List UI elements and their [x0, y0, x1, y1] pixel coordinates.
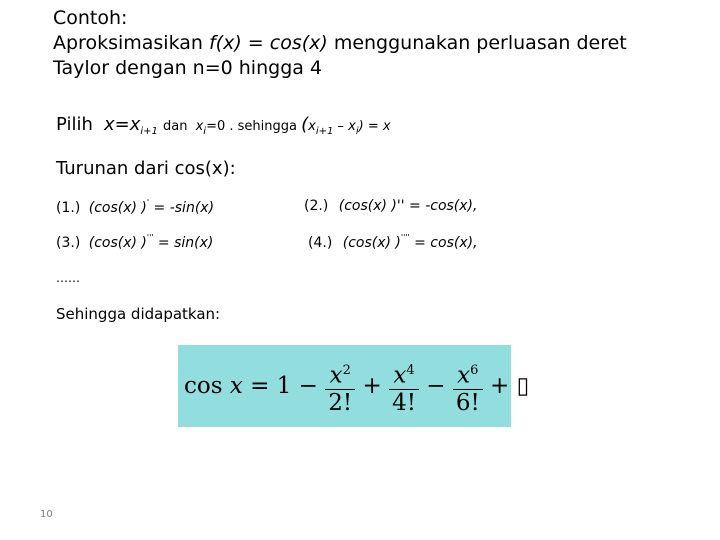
pilih-paren-open: (: [301, 114, 309, 135]
formula-term-2: [389, 358, 419, 416]
pilih-paren-close: ): [358, 119, 364, 134]
derivative-4-expr-a: (cos(x) ): [342, 235, 401, 251]
derivative-1: [56, 198, 214, 216]
derivative-3-number: (3.): [56, 235, 81, 251]
formula-term-3-numerator: [453, 358, 483, 389]
formula-term-2-numerator: [389, 358, 419, 389]
pilih-eq-x: = x: [363, 119, 391, 134]
taylor-formula: [184, 351, 529, 421]
formula-term-1-exp: 2: [342, 363, 351, 379]
derivative-1-expr-b: = -sin(x): [149, 200, 215, 216]
pilih-sub-i1: i+1: [140, 126, 158, 137]
pilih-line: [56, 114, 391, 137]
title-line-3: Taylor dengan n=0 hingga 4: [53, 57, 323, 79]
derivative-2-expr: (cos(x) )'' = -cos(x),: [338, 198, 478, 214]
derivative-2-number: (2.): [304, 198, 329, 214]
derivative-4-expr-b: = cos(x),: [409, 235, 478, 251]
formula-plus-1: +: [355, 373, 390, 399]
pilih-xi1: x: [308, 119, 316, 134]
derivative-3-prime: ''': [146, 233, 154, 242]
derivative-4-prime: '''': [400, 233, 410, 242]
turunan-label: Turunan dari cos(x):: [56, 158, 236, 179]
pilih-sub-i: i: [203, 126, 207, 137]
sehingga-label: Sehingga didapatkan:: [56, 305, 221, 323]
derivative-4: [308, 233, 478, 251]
pilih-xi: x: [195, 119, 204, 134]
title-line-2-prefix: Aproksimasikan: [53, 32, 209, 54]
formula-term-3-denominator: 6!: [453, 389, 483, 416]
formula-term-1-denominator: 2!: [325, 389, 355, 416]
derivative-4-number: (4.): [308, 235, 333, 251]
formula-term-1: [325, 358, 355, 416]
formula-minus-2: −: [418, 373, 453, 399]
pilih-dan: dan: [162, 119, 192, 134]
formula-term-1-base: x: [329, 362, 343, 389]
formula-var: x: [229, 373, 243, 399]
formula-term-2-denominator: 4!: [389, 389, 419, 416]
formula-term-1-numerator: [325, 358, 355, 389]
title-line-2-suffix: menggunakan perluasan deret: [327, 32, 627, 54]
derivative-1-expr-a: (cos(x) ): [88, 200, 147, 216]
slide-title: [53, 6, 627, 81]
formula-term-2-base: x: [393, 362, 407, 389]
derivative-3-expr-b: = sin(x): [153, 235, 214, 251]
page-number: 10: [40, 509, 53, 520]
formula-term-3: [453, 358, 483, 416]
formula-eq-one: = 1 −: [242, 373, 326, 399]
pilih-sub-i-b: i: [355, 126, 359, 137]
formula-cos: cos: [184, 373, 223, 399]
formula-term-3-base: x: [457, 362, 471, 389]
derivative-1-number: (1.): [56, 200, 81, 216]
derivative-3: [56, 233, 213, 251]
pilih-x-eq: x=x: [103, 114, 141, 135]
pilih-eq0: =0 . sehingga: [206, 119, 302, 134]
pilih-label: Pilih: [56, 114, 93, 135]
formula-box: [178, 345, 530, 427]
derivative-2: [304, 198, 477, 214]
title-line-2: [53, 31, 627, 56]
title-line-1: Contoh:: [53, 7, 128, 29]
formula-term-3-exp: 6: [470, 363, 479, 379]
formula-tail: + ▯: [482, 373, 530, 399]
pilih-sub-i1-b: i+1: [315, 126, 334, 137]
derivative-3-expr-a: (cos(x) ): [88, 235, 147, 251]
derivative-1-prime: ': [146, 198, 150, 207]
pilih-minus-xi: – x: [333, 119, 356, 134]
formula-term-2-exp: 4: [406, 363, 415, 379]
ellipsis: ……: [56, 271, 80, 285]
title-function: f(x) = cos(x): [208, 32, 328, 54]
